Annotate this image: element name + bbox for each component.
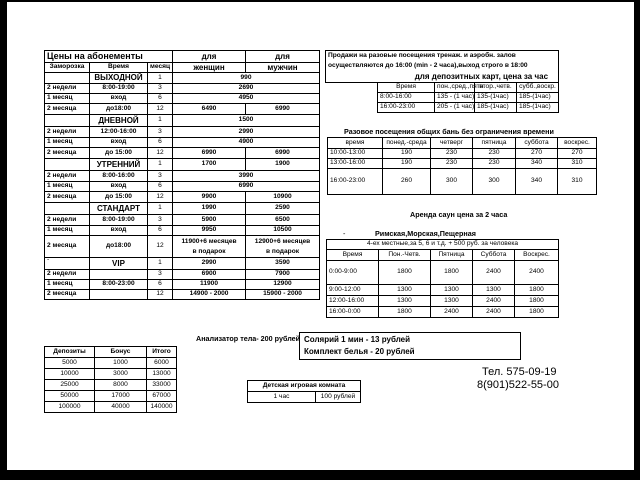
price-men-cell: 15900 - 2000 (246, 290, 320, 300)
month-cell: 3 (148, 127, 173, 138)
time-cell: СТАНДАРТ (90, 203, 148, 215)
freeze-cell: 1 месяц (45, 280, 90, 290)
kids-room-title: Детская игровая комната (248, 381, 361, 392)
bath-cell: 230 (431, 159, 473, 169)
scan-border-right (634, 0, 640, 480)
freeze-cell: 2 месяца (45, 148, 90, 159)
time-cell (90, 270, 148, 280)
membership-row (45, 171, 320, 182)
bath-cell: 340 (516, 169, 558, 195)
month-cell: 6 (148, 182, 173, 192)
sauna-table (326, 239, 559, 318)
freeze-cell: 1 месяц (45, 226, 90, 236)
phone-2: 8(901)522-55-00 (477, 379, 559, 391)
month-cell: 1 (148, 73, 173, 84)
bath-cell: 230 (473, 159, 516, 169)
time-cell: 8:00-19:00 (90, 215, 148, 226)
bath-row (328, 149, 597, 159)
price-cell: 2990 (173, 127, 320, 138)
price-men-cell: 6500 (246, 215, 320, 226)
deposit-bonus: 8000 (95, 380, 147, 391)
membership-row (45, 115, 320, 127)
single-visit-cell: 135 - (1 час) (435, 93, 475, 103)
women-header: женщин (173, 63, 246, 73)
bath-header-cell: пятница (473, 138, 516, 149)
freeze-cell: 2 месяца (45, 192, 90, 203)
freeze-cell: 2 месяца (45, 104, 90, 115)
bath-cell: 16:00-23:00 (328, 169, 383, 195)
scan-border-left (0, 0, 7, 480)
sauna-cell: 16:00-0:00 (327, 307, 379, 318)
sauna-cell: 1300 (379, 296, 431, 307)
price-women-cell: 2990 (173, 258, 246, 270)
price-men-cell: 10500 (246, 226, 320, 236)
sauna-cell: 0:00-9:00 (327, 261, 379, 285)
deposit-bonus: 1000 (95, 358, 147, 369)
sauna-title: Аренда саун цена за 2 часа (410, 210, 508, 219)
price-men-cell: 10900 (246, 192, 320, 203)
bath-cell: 190 (383, 159, 431, 169)
month-cell: 12 (148, 290, 173, 300)
sauna-cell: 1800 (515, 285, 559, 296)
men-header-top: для (246, 51, 320, 63)
month-cell: 12 (148, 236, 173, 258)
bath-row (328, 169, 597, 195)
kids-room-table (247, 380, 361, 403)
price-men-cell: 6990 (246, 104, 320, 115)
month-cell: 1 (148, 159, 173, 171)
sauna-row (327, 307, 559, 318)
sauna-cell: 2400 (473, 261, 515, 285)
extras-box (299, 332, 521, 360)
price-women-cell: 6990 (173, 148, 246, 159)
sauna-row (327, 285, 559, 296)
price-women-cell: 9900 (173, 192, 246, 203)
time-cell: вход (90, 94, 148, 104)
freeze-cell: 2 месяца (45, 236, 90, 258)
time-cell: до 15:00 (90, 192, 148, 203)
price-women-cell: 6900 (173, 270, 246, 280)
deposit-bonus: 40000 (95, 402, 147, 413)
women-header-top: для (173, 51, 246, 63)
price-men-cell: 6990 (246, 148, 320, 159)
bath-header-cell: суббота (516, 138, 558, 149)
deposit-total: 13000 (147, 369, 177, 380)
price-cell: 4900 (173, 138, 320, 148)
bath-cell: 190 (383, 149, 431, 159)
freeze-cell: 2 недели (45, 270, 90, 280)
price-men-cell: 1900 (246, 159, 320, 171)
sauna-row (327, 296, 559, 307)
price-women-cell: 11900 (173, 280, 246, 290)
bath-cell: 270 (558, 149, 597, 159)
month-cell: 12 (148, 148, 173, 159)
time-cell: до18:00 (90, 236, 148, 258)
sauna-cell: 2400 (473, 307, 515, 318)
price-cell: 6990 (173, 182, 320, 192)
sauna-cell: 2400 (473, 296, 515, 307)
sv-header-time: Время (378, 83, 435, 93)
sv-header-tt: втор.,четв. (475, 83, 517, 93)
month-cell: 12 (148, 104, 173, 115)
price-men-cell: 12900 (246, 280, 320, 290)
price-cell: 2690 (173, 84, 320, 94)
membership-row (45, 258, 320, 270)
time-cell: до18:00 (90, 104, 148, 115)
freeze-cell (45, 115, 90, 127)
scan-border-bottom (0, 470, 640, 480)
single-visit-cell: 16:00-23:00 (378, 103, 435, 113)
month-cell: 6 (148, 226, 173, 236)
membership-row (45, 73, 320, 84)
sauna-cell: 2400 (431, 307, 473, 318)
freeze-cell: 2 недели (45, 84, 90, 94)
deposit-amount: 5000 (45, 358, 95, 369)
membership-title: Цены на абонементы (45, 51, 173, 63)
sauna-cell: 1800 (431, 261, 473, 285)
phone-1: Тел. 575-09-19 (482, 366, 557, 378)
freeze-header: Заморозка (45, 63, 90, 73)
linen-price: Комплект белья - 20 рублей (304, 347, 415, 356)
bonus-header: Бонус (95, 347, 147, 358)
bath-header-cell: четверг (431, 138, 473, 149)
freeze-cell (45, 159, 90, 171)
single-visit-row (326, 93, 559, 103)
bath-cell: 300 (473, 169, 516, 195)
freeze-cell: 1 месяц (45, 94, 90, 104)
time-cell: до 15:00 (90, 148, 148, 159)
bath-row (328, 159, 597, 169)
time-cell: 12:00-16:00 (90, 127, 148, 138)
freeze-cell: 2 недели (45, 215, 90, 226)
price-cell: 3990 (173, 171, 320, 182)
bath-cell: 230 (473, 149, 516, 159)
price-women-cell: 1990 (173, 203, 246, 215)
bath-cell: 270 (516, 149, 558, 159)
sauna-cell: 1300 (379, 285, 431, 296)
bath-header-cell: воскрес. (558, 138, 597, 149)
month-cell: 12 (148, 192, 173, 203)
men-header: мужчин (246, 63, 320, 73)
freeze-cell: ` (45, 258, 90, 270)
sauna-cell: 12:00-16:00 (327, 296, 379, 307)
kids-room-price: 100 рублей (316, 392, 361, 403)
time-cell: 8:00-19:00 (90, 84, 148, 94)
time-cell: вход (90, 138, 148, 148)
single-visit-cell: 8:00-16:00 (378, 93, 435, 103)
deposit-row (45, 391, 177, 402)
membership-row (45, 104, 320, 115)
membership-row (45, 94, 320, 104)
deposit-total: 67000 (147, 391, 177, 402)
single-visit-cell: 185-(1час) (475, 103, 517, 113)
single-visits-table (325, 50, 559, 113)
freeze-cell: 1 месяц (45, 138, 90, 148)
month-cell: 3 (148, 84, 173, 94)
time-cell (90, 290, 148, 300)
deposit-total: 140000 (147, 402, 177, 413)
deposit-total: 6000 (147, 358, 177, 369)
sauna-header-cell: Воскрес. (515, 250, 559, 261)
membership-row (45, 215, 320, 226)
deposit-amount: 25000 (45, 380, 95, 391)
freeze-cell (45, 203, 90, 215)
sauna-dash: - (343, 229, 346, 238)
sauna-header-cell: Пон.-Четв. (379, 250, 431, 261)
bath-title: Разовое посещения общих бань без ограничения времени (344, 127, 554, 136)
bath-cell: 260 (383, 169, 431, 195)
deposit-row (45, 358, 177, 369)
time-cell: 8:00-16:00 (90, 171, 148, 182)
membership-row (45, 192, 320, 203)
membership-row (45, 280, 320, 290)
month-cell: 1 (148, 115, 173, 127)
price-cell: 4950 (173, 94, 320, 104)
price-men-cell: 3590 (246, 258, 320, 270)
price-men-cell: 2590 (246, 203, 320, 215)
time-cell: вход (90, 226, 148, 236)
time-cell: УТРЕННИЙ (90, 159, 148, 171)
sauna-cell: 1800 (379, 307, 431, 318)
sv-header-we: субб.,воскр. (517, 83, 559, 93)
single-visits-title-2: осуществляются до 16:00 (min - 2 часа),выход строго в 18:00 (326, 62, 559, 72)
single-visit-cell: 205 - (1 час) (435, 103, 475, 113)
deposit-bonus: 3000 (95, 369, 147, 380)
sauna-header-cell: Время (327, 250, 379, 261)
freeze-cell: 1 месяц (45, 182, 90, 192)
membership-row (45, 203, 320, 215)
bath-cell: 10:00-13:00 (328, 149, 383, 159)
single-visit-cell: 135-(1час) (475, 93, 517, 103)
kids-room-time: 1 час (248, 392, 316, 403)
membership-row (45, 236, 320, 258)
membership-row (45, 226, 320, 236)
membership-row (45, 182, 320, 192)
price-men-cell: 12900+6 месяцев в подарок (246, 236, 320, 258)
single-visits-subtitle: для депозитных карт, цена за час (326, 72, 559, 83)
month-cell: 3 (148, 270, 173, 280)
sauna-header-cell: Суббота (473, 250, 515, 261)
sauna-note: 4-ех местные,за 5, 6 и т.д. + 500 руб. за человека (327, 240, 559, 250)
bath-cell: 340 (516, 159, 558, 169)
bath-cell: 300 (431, 169, 473, 195)
bath-cell: 13:00-16:00 (328, 159, 383, 169)
bath-header-cell: понед.-среда (383, 138, 431, 149)
spacer-cell (326, 103, 378, 113)
bath-header-cell: время (328, 138, 383, 149)
month-cell: 1 (148, 203, 173, 215)
price-cell: 990 (173, 73, 320, 84)
time-header: Время (90, 63, 148, 73)
analyzer-note: Анализатор тела- 200 рублей (196, 334, 301, 343)
deposit-amount: 100000 (45, 402, 95, 413)
single-visit-cell: 185-(1час) (517, 103, 559, 113)
deposits-table (44, 346, 177, 413)
solarium-price: Солярий 1 мин - 13 рублей (304, 335, 411, 344)
month-cell: 6 (148, 280, 173, 290)
sv-header-mwf: пон.,сред.,пятн. (435, 83, 475, 93)
month-cell: 6 (148, 138, 173, 148)
freeze-cell: 2 недели (45, 171, 90, 182)
sauna-cell: 1300 (431, 285, 473, 296)
sauna-header-cell: Пятница (431, 250, 473, 261)
price-women-cell: 6490 (173, 104, 246, 115)
membership-row (45, 270, 320, 280)
sauna-cell: 9:00-12:00 (327, 285, 379, 296)
membership-row (45, 138, 320, 148)
month-cell: 1 (148, 258, 173, 270)
price-cell: 1500 (173, 115, 320, 127)
deposit-row (45, 380, 177, 391)
month-cell: 3 (148, 171, 173, 182)
price-women-cell: 14900 - 2000 (173, 290, 246, 300)
time-cell: ДНЕВНОЙ (90, 115, 148, 127)
scan-border-top (0, 0, 640, 2)
price-women-cell: 9950 (173, 226, 246, 236)
deposit-amount: 50000 (45, 391, 95, 402)
freeze-cell: 2 месяца (45, 290, 90, 300)
sauna-row (327, 261, 559, 285)
time-cell: вход (90, 182, 148, 192)
price-women-cell: 5900 (173, 215, 246, 226)
sauna-cell: 1300 (431, 296, 473, 307)
deposit-total: 33000 (147, 380, 177, 391)
time-cell: VIP (90, 258, 148, 270)
sauna-cell: 1800 (379, 261, 431, 285)
sauna-cell: 1800 (515, 296, 559, 307)
deposit-bonus: 17000 (95, 391, 147, 402)
deposit-row (45, 369, 177, 380)
membership-row (45, 290, 320, 300)
single-visits-title: Продажи на разовые посещения тренаж. и аэробн. залов (326, 51, 559, 62)
spacer-cell (326, 93, 378, 103)
month-cell: 3 (148, 215, 173, 226)
membership-row (45, 159, 320, 171)
deposit-amount: 10000 (45, 369, 95, 380)
month-header: месяц (148, 63, 173, 73)
sauna-cell: 1800 (515, 307, 559, 318)
time-cell: ВЫХОДНОЙ (90, 73, 148, 84)
membership-row (45, 84, 320, 94)
sauna-cell: 1300 (473, 285, 515, 296)
time-cell: 8:00-23:00 (90, 280, 148, 290)
freeze-cell (45, 73, 90, 84)
deposits-header: Депозиты (45, 347, 95, 358)
membership-table (44, 50, 320, 300)
single-visit-row (326, 103, 559, 113)
freeze-cell: 2 недели (45, 127, 90, 138)
price-women-cell: 11900+6 месяцев в подарок (173, 236, 246, 258)
month-cell: 6 (148, 94, 173, 104)
bath-cell: 230 (431, 149, 473, 159)
price-men-cell: 7900 (246, 270, 320, 280)
total-header: Итого (147, 347, 177, 358)
membership-row (45, 127, 320, 138)
sauna-names: Римская,Морская,Пещерная (375, 229, 476, 238)
sauna-cell: 2400 (515, 261, 559, 285)
bath-cell: 310 (558, 169, 597, 195)
single-visit-cell: 185-(1час) (517, 93, 559, 103)
bath-cell: 310 (558, 159, 597, 169)
price-women-cell: 1700 (173, 159, 246, 171)
deposit-row (45, 402, 177, 413)
bath-visits-table (327, 137, 597, 195)
membership-row (45, 148, 320, 159)
